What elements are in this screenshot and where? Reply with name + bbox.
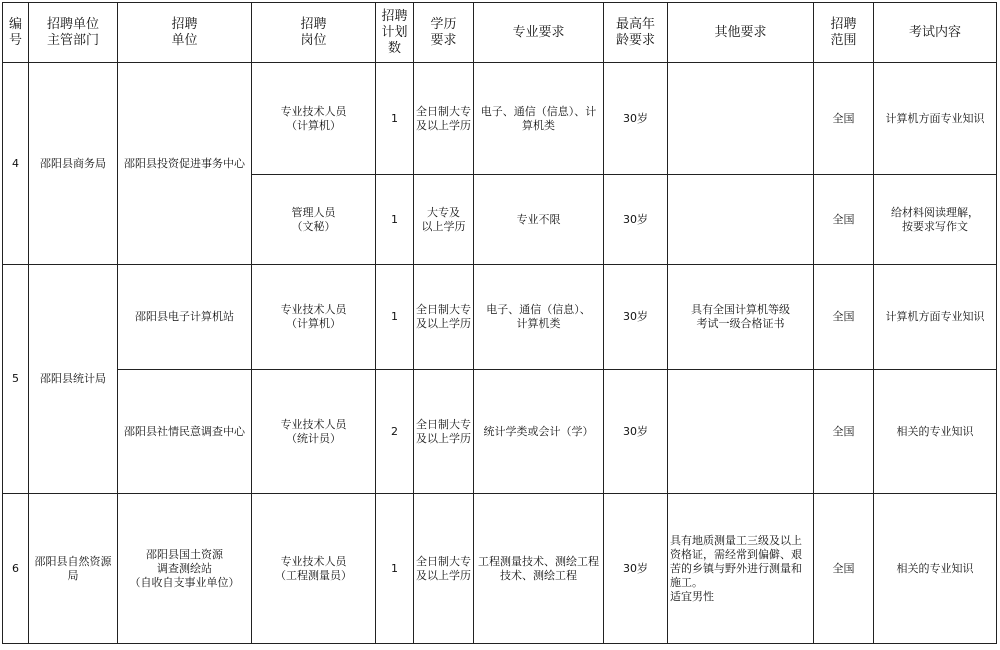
cell-edu: 全日制大专 及以上学历 bbox=[414, 265, 474, 370]
cell-age: 30岁 bbox=[604, 63, 668, 175]
cell-plan: 1 bbox=[376, 175, 414, 265]
header-no: 编 号 bbox=[3, 3, 29, 63]
cell-other bbox=[668, 175, 814, 265]
cell-exam: 计算机方面专业知识 bbox=[874, 265, 997, 370]
cell-plan: 1 bbox=[376, 265, 414, 370]
cell-plan: 2 bbox=[376, 370, 414, 494]
cell-scope: 全国 bbox=[814, 370, 874, 494]
cell-age: 30岁 bbox=[604, 494, 668, 644]
cell-major: 工程测量技术、测绘工程 技术、测绘工程 bbox=[474, 494, 604, 644]
cell-post: 专业技术人员 （计算机） bbox=[252, 63, 376, 175]
cell-dept: 邵阳县统计局 bbox=[29, 265, 118, 494]
cell-post: 专业技术人员 （统计员） bbox=[252, 370, 376, 494]
cell-edu: 全日制大专 及以上学历 bbox=[414, 63, 474, 175]
table-body bbox=[3, 63, 997, 644]
cell-post: 管理人员 （文秘） bbox=[252, 175, 376, 265]
cell-scope: 全国 bbox=[814, 175, 874, 265]
cell-edu: 大专及 以上学历 bbox=[414, 175, 474, 265]
header-unit: 招聘 单位 bbox=[118, 3, 252, 63]
cell-scope: 全国 bbox=[814, 494, 874, 644]
table-row bbox=[3, 370, 997, 494]
cell-unit: 邵阳县社情民意调查中心 bbox=[118, 370, 252, 494]
cell-major: 统计学类或会计（学） bbox=[474, 370, 604, 494]
cell-edu: 全日制大专 及以上学历 bbox=[414, 494, 474, 644]
cell-major: 电子、通信（信息）、计 算机类 bbox=[474, 63, 604, 175]
cell-unit: 邵阳县国土资源 调查测绘站 （自收自支事业单位） bbox=[118, 494, 252, 644]
cell-no: 4 bbox=[3, 63, 29, 265]
cell-plan: 1 bbox=[376, 63, 414, 175]
table-row bbox=[3, 494, 997, 644]
cell-exam: 相关的专业知识 bbox=[874, 494, 997, 644]
header-dept: 招聘单位 主管部门 bbox=[29, 3, 118, 63]
header-post: 招聘 岗位 bbox=[252, 3, 376, 63]
header-major: 专业要求 bbox=[474, 3, 604, 63]
header-scope: 招聘 范围 bbox=[814, 3, 874, 63]
cell-scope: 全国 bbox=[814, 63, 874, 175]
cell-age: 30岁 bbox=[604, 265, 668, 370]
cell-no: 6 bbox=[3, 494, 29, 644]
header-edu: 学历 要求 bbox=[414, 3, 474, 63]
cell-major: 电子、通信（信息）、 计算机类 bbox=[474, 265, 604, 370]
header-age: 最高年 龄要求 bbox=[604, 3, 668, 63]
recruitment-table bbox=[2, 2, 997, 644]
cell-edu: 全日制大专 及以上学历 bbox=[414, 370, 474, 494]
cell-age: 30岁 bbox=[604, 175, 668, 265]
table-header bbox=[3, 3, 997, 63]
cell-exam: 给材料阅读理解， 按要求写作文 bbox=[874, 175, 997, 265]
header-plan: 招聘 计划 数 bbox=[376, 3, 414, 63]
cell-major: 专业不限 bbox=[474, 175, 604, 265]
cell-age: 30岁 bbox=[604, 370, 668, 494]
cell-no: 5 bbox=[3, 265, 29, 494]
cell-other bbox=[668, 370, 814, 494]
cell-post: 专业技术人员 （工程测量员） bbox=[252, 494, 376, 644]
cell-dept: 邵阳县自然资源 局 bbox=[29, 494, 118, 644]
cell-post: 专业技术人员 （计算机） bbox=[252, 265, 376, 370]
cell-unit: 邵阳县电子计算机站 bbox=[118, 265, 252, 370]
cell-exam: 计算机方面专业知识 bbox=[874, 63, 997, 175]
cell-other bbox=[668, 63, 814, 175]
cell-plan: 1 bbox=[376, 494, 414, 644]
table-row bbox=[3, 265, 997, 370]
cell-unit: 邵阳县投资促进事务中心 bbox=[118, 63, 252, 265]
header-other: 其他要求 bbox=[668, 3, 814, 63]
cell-scope: 全国 bbox=[814, 265, 874, 370]
cell-other: 具有全国计算机等级 考试一级合格证书 bbox=[668, 265, 814, 370]
table-row bbox=[3, 63, 997, 175]
cell-exam: 相关的专业知识 bbox=[874, 370, 997, 494]
cell-other: 具有地质测量工三级及以上 资格证，需经常到偏僻、艰 苦的乡镇与野外进行测量和 施工。 适宜男性 bbox=[668, 494, 814, 644]
header-exam: 考试内容 bbox=[874, 3, 997, 63]
cell-dept: 邵阳县商务局 bbox=[29, 63, 118, 265]
